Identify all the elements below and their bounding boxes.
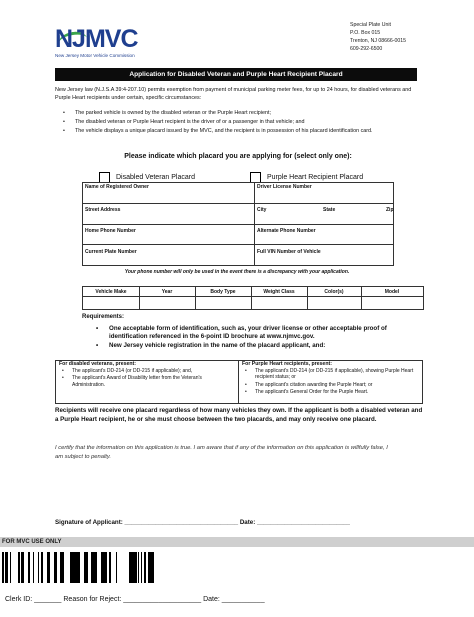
vehicle-make-header: Vehicle Make	[95, 289, 127, 295]
agency-address: Special Plate Unit P.O. Box 015 Trenton, NJ 08666-0015 609-292-6500	[350, 22, 407, 52]
state-field[interactable]: State	[323, 207, 336, 213]
alt-phone-field[interactable]: Alternate Phone Number	[257, 228, 316, 234]
recipients-note: Recipients will receive one placard regardless of how many vehicles they own. If the applicant is both a disabled veteran and a Purple Heart recipient, he or she must choose between the two placards, and may only receive one placard.	[55, 407, 423, 423]
street-address-field[interactable]: Street Address	[85, 207, 121, 213]
documentation-table	[55, 360, 423, 404]
intro-paragraph: New Jersey law (N.J.S.A 39:4-207.10) permits exemption from payment of municipal parking meter fees, for up to 24 hours, for disabled veterans and Purple Heart recipients under certain, specific circumstances:	[55, 87, 412, 101]
condition-item: • The vehicle displays a unique placard issued by the MVC, and the recipient is in possession of his placard identification card.	[55, 128, 421, 136]
weight-class-header: Weight Class	[263, 289, 295, 295]
requirements-title: Requirements:	[82, 314, 125, 320]
license-number-field[interactable]: Driver License Number	[257, 184, 312, 190]
veterans-doc-list: • The applicant's DD-214 (or DD-215 if applicable); and, • The applicant's Award of Disability letter from the Veteran's Administration.	[60, 368, 235, 389]
vehicle-table	[82, 286, 424, 310]
conditions-list	[55, 110, 421, 137]
veterans-col-head: For disabled veterans, present:	[59, 361, 136, 367]
model-header: Model	[384, 289, 400, 295]
purple-col-head: For Purple Heart recipients, present:	[242, 361, 332, 367]
clerk-line: Clerk ID: _______ Reason for Reject: ____________________ Date: ___________	[5, 596, 265, 603]
choice-purple-heart[interactable]: Purple Heart Recipient Placard	[250, 172, 363, 183]
barcode-icon	[0, 551, 155, 584]
home-phone-field[interactable]: Home Phone Number	[85, 228, 136, 234]
mvc-use-bar: FOR MVC USE ONLY	[0, 537, 474, 547]
condition-item: • The parked vehicle is owned by the disabled veteran or the Purple Heart recipient;	[55, 110, 421, 118]
logo-subtitle: New Jersey Motor Vehicle Commission	[55, 53, 135, 58]
owner-name-field[interactable]: Name of Registered Owner	[85, 184, 149, 190]
njmvc-logo	[55, 26, 155, 62]
certification-statement: I certify that the information on this application is true. I am aware that if any of the information on this application is willfully false, I am subject to penalty.	[55, 445, 388, 460]
vin-field[interactable]: Full VIN Number of Vehicle	[257, 249, 321, 255]
purple-doc-list: • The applicant's DD-214 (or DD-215 if applicable), showing Purple Heart recipient status; or • The applicant's citation awarding the Purple Heart; or • The applicant's General Order for the Purple Heart.	[243, 368, 419, 396]
form-title: Application for Disabled Veteran and Purple Heart Recipient Placard	[55, 68, 417, 81]
body-type-header: Body Type	[210, 289, 236, 295]
zip-field[interactable]: Zip	[386, 207, 394, 213]
condition-item: • The disabled veteran or Purple Heart recipient is the driver of or a passenger in that vehicle; and	[55, 119, 421, 127]
placard-question: Please indicate which placard you are applying for (select only one):	[124, 153, 352, 160]
city-field[interactable]: City	[257, 207, 267, 213]
applicant-info-table	[82, 182, 394, 266]
requirement-item: • One acceptable form of identification, such as, your driver license or other acceptable proof of identification referenced in the 6-point ID brochure at www.njmvc.gov.	[96, 325, 426, 342]
year-header: Year	[161, 289, 173, 295]
requirement-item: • New Jersey vehicle registration in the name of the placard applicant, and:	[96, 342, 426, 350]
plate-number-field[interactable]: Current Plate Number	[85, 249, 137, 255]
choice-disabled-veteran[interactable]: Disabled Veteran Placard	[99, 172, 195, 183]
logo-wordmark: NJMVC	[55, 25, 138, 53]
requirements-list	[96, 325, 426, 350]
signature-line[interactable]: Signature of Applicant: _________________________________ Date: ___________________________	[55, 519, 350, 526]
phone-note: Your phone number will only be used in the event there is a discrepancy with your application.	[124, 269, 350, 275]
colors-header: Color(s)	[324, 289, 344, 295]
